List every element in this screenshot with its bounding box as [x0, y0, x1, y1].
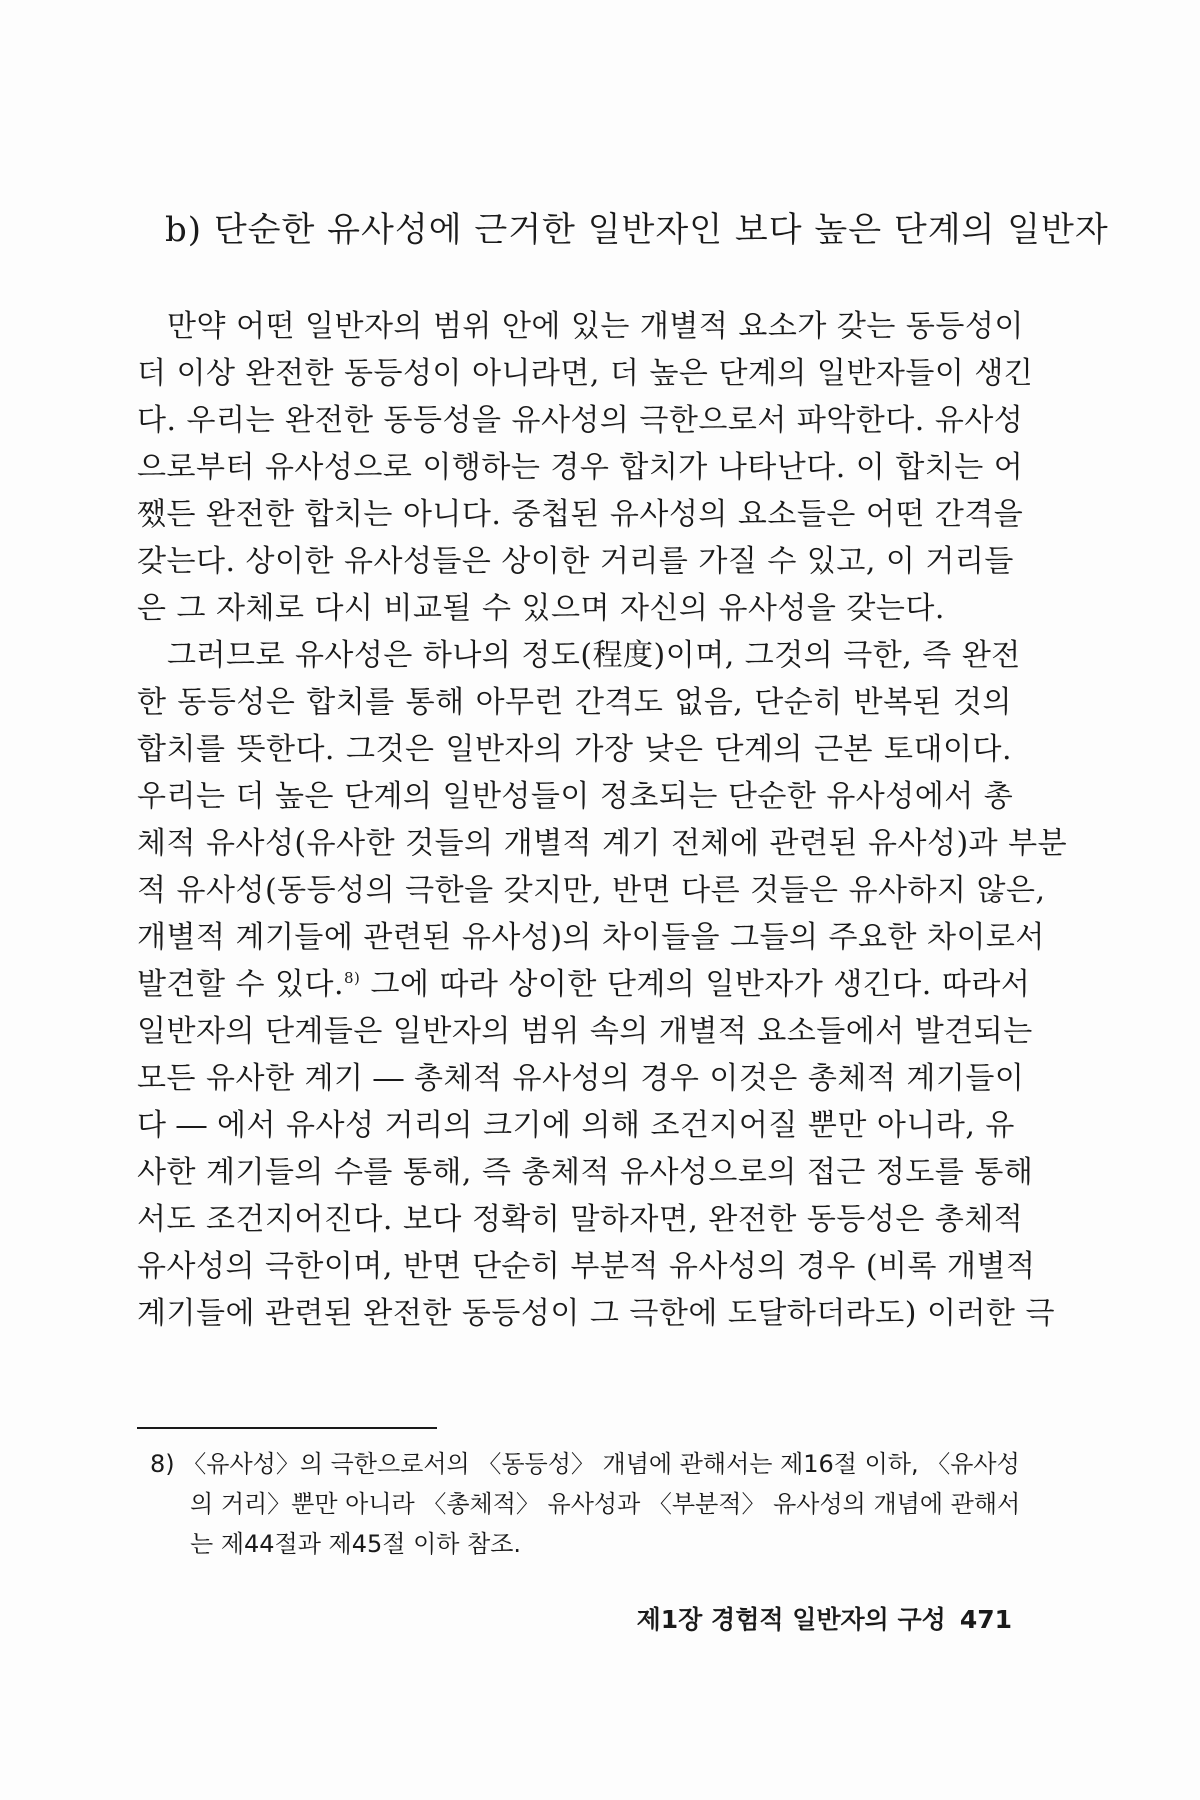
footnote-divider — [137, 1427, 437, 1429]
text-line: 계기들에 관련된 완전한 동등성이 그 극한에 도달하더라도) 이러한 극 — [137, 1296, 1055, 1331]
body-text — [137, 303, 1068, 1337]
text-line: 합치를 뜻한다. 그것은 일반자의 가장 낮은 단계의 근본 토대이다. — [137, 732, 1012, 767]
footnote-line: 8) 〈유사성〉의 극한으로서의 〈동등성〉 개념에 관해서는 제16절 이하, 〈유사성 — [150, 1450, 1020, 1478]
footnote-line: 는 제44절과 제45절 이하 참조. — [190, 1530, 522, 1558]
text-line: 서도 조건지어진다. 보다 정확히 말하자면, 완전한 동등성은 총체적 — [137, 1202, 1024, 1237]
footnote-line: 의 거리〉뿐만 아니라 〈총체적〉 유사성과 〈부분적〉 유사성의 개념에 관해서 — [190, 1490, 1021, 1518]
running-footer — [600, 1600, 1012, 1636]
text-line: 체적 유사성(유사한 것들의 개별적 계기 전체에 관련된 유사성)과 부분 — [137, 826, 1068, 861]
text-line: 그러므로 유사성은 하나의 정도(程度)이며, 그것의 극한, 즉 완전 — [167, 638, 1021, 673]
text-line: 일반자의 단계들은 일반자의 범위 속의 개별적 요소들에서 발견되는 — [137, 1014, 1033, 1049]
page-number: 471 — [959, 1605, 1012, 1634]
footnote-reference: 8) — [344, 969, 361, 987]
text-line: 으로부터 유사성으로 이행하는 경우 합치가 나타난다. 이 합치는 어 — [137, 450, 1024, 485]
text-line: 사한 계기들의 수를 통해, 즉 총체적 유사성으로의 접근 정도를 통해 — [137, 1155, 1034, 1190]
section-heading: b) 단순한 유사성에 근거한 일반자인 보다 높은 단계의 일반자 — [165, 210, 1109, 250]
text-line: 쨌든 완전한 합치는 아니다. 중첩된 유사성의 요소들은 어떤 간격을 — [137, 497, 1024, 532]
text-segment: 그에 따라 상이한 단계의 일반자가 생긴다. 따라서 — [360, 967, 1031, 1002]
text-line-with-footnote — [137, 961, 1031, 1008]
paragraph-2 — [137, 632, 1068, 1337]
paragraph-1 — [137, 303, 1034, 632]
text-line: 은 그 자체로 다시 비교될 수 있으며 자신의 유사성을 갖는다. — [137, 591, 945, 626]
text-line: 유사성의 극한이며, 반면 단순히 부분적 유사성의 경우 (비록 개별적 — [137, 1249, 1036, 1284]
footnote-8 — [150, 1444, 1021, 1564]
text-line: 우리는 더 높은 단계의 일반성들이 정초되는 단순한 유사성에서 총 — [137, 779, 1014, 814]
text-segment: 발견할 수 있다. — [137, 967, 344, 1002]
text-line: 한 동등성은 합치를 통해 아무런 간격도 없음, 단순히 반복된 것의 — [137, 685, 1012, 720]
text-line: 갖는다. 상이한 유사성들은 상이한 거리를 가질 수 있고, 이 거리들 — [137, 544, 1014, 579]
text-line: 만약 어떤 일반자의 범위 안에 있는 개별적 요소가 갖는 동등성이 — [167, 309, 1024, 344]
text-line: 더 이상 완전한 동등성이 아니라면, 더 높은 단계의 일반자들이 생긴 — [137, 356, 1034, 391]
text-line: 모든 유사한 계기 ― 총체적 유사성의 경우 이것은 총체적 계기들이 — [137, 1061, 1025, 1096]
footnotes — [150, 1444, 1021, 1564]
text-line: 개별적 계기들에 관련된 유사성)의 차이들을 그들의 주요한 차이로서 — [137, 920, 1045, 955]
text-line: 다 ― 에서 유사성 거리의 크기에 의해 조건지어질 뿐만 아니라, 유 — [137, 1108, 1015, 1143]
chapter-title: 제1장 경험적 일반자의 구성 — [636, 1605, 946, 1634]
text-line: 적 유사성(동등성의 극한을 갖지만, 반면 다른 것들은 유사하지 않은, — [137, 873, 1046, 908]
text-line: 다. 우리는 완전한 동등성을 유사성의 극한으로서 파악한다. 유사성 — [137, 403, 1024, 438]
